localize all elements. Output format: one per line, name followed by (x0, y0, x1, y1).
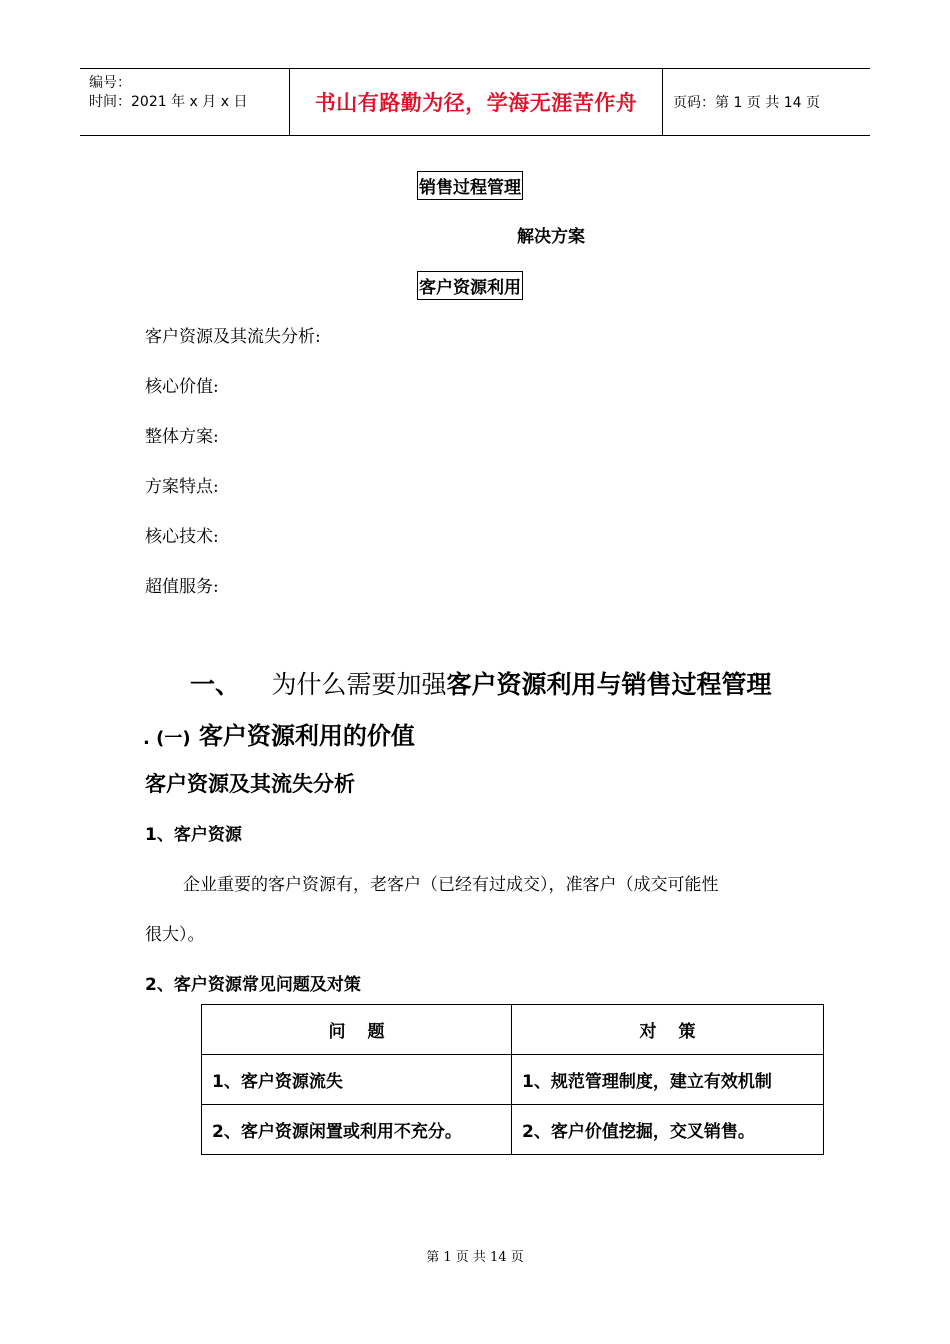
time-label: 时间：2021 年 x 月 x 日 (89, 94, 248, 110)
toc-item: 方案特点: (145, 477, 219, 497)
section-heading-light: 为什么需要加强 (271, 670, 447, 699)
page-footer: 第 1 页 共 14 页 (426, 1250, 524, 1265)
toc-item: 核心价值: (145, 377, 219, 397)
column-header-problem (202, 1005, 512, 1055)
problems-table (201, 1004, 824, 1155)
section-heading-bold: 客户资源利用与销售过程管理 (446, 670, 772, 699)
header-page-info: 页码：第 1 页 共 14 页 (663, 69, 871, 136)
column-header-solution (512, 1005, 824, 1055)
toc-item: 超值服务: (145, 577, 219, 597)
analysis-heading: 客户资源及其流失分析 (145, 772, 355, 796)
table-row (202, 1105, 824, 1155)
title-customer-resource: 客户资源利用 (417, 271, 523, 300)
header-motto: 书山有路勤为径，学海无涯苦作舟 (290, 69, 663, 136)
toc-item: 整体方案: (145, 427, 219, 447)
table-cell-solution: 1、规范管理制度，建立有效机制 (512, 1055, 824, 1105)
paragraph-line: 很大）。 (145, 925, 205, 945)
column-header-char: 策 (678, 1022, 696, 1042)
number-label: 编号： (89, 75, 131, 91)
table-header-row (202, 1005, 824, 1055)
table-cell-problem: 2、客户资源闲置或利用不充分。 (202, 1105, 512, 1155)
section-number: 一、 (190, 670, 241, 699)
table-cell-solution: 2、客户价值挖掘，交叉销售。 (512, 1105, 824, 1155)
item2-heading: 2、客户资源常见问题及对策 (145, 975, 361, 995)
column-header-char: 题 (367, 1022, 385, 1042)
subsection-text: 客户资源利用的价值 (198, 722, 415, 750)
toc-item: 核心技术: (145, 527, 219, 547)
column-header-char: 对 (639, 1022, 657, 1042)
paragraph-line: 企业重要的客户资源有，老客户（已经有过成交），准客户（成交可能性 (183, 875, 719, 895)
title-sales-process: 销售过程管理 (417, 171, 523, 200)
subsection-prefix: . (一) (143, 728, 191, 749)
table-cell-problem: 1、客户资源流失 (202, 1055, 512, 1105)
item1-heading: 1、客户资源 (145, 825, 242, 845)
table-row (202, 1055, 824, 1105)
column-header-char: 问 (328, 1022, 346, 1042)
title-solution: 解决方案 (517, 227, 585, 247)
subsection-heading (143, 716, 415, 751)
toc-item: 客户资源及其流失分析: (145, 327, 321, 347)
section-heading-1 (190, 665, 771, 701)
page-header (80, 68, 870, 136)
header-meta (80, 69, 290, 136)
